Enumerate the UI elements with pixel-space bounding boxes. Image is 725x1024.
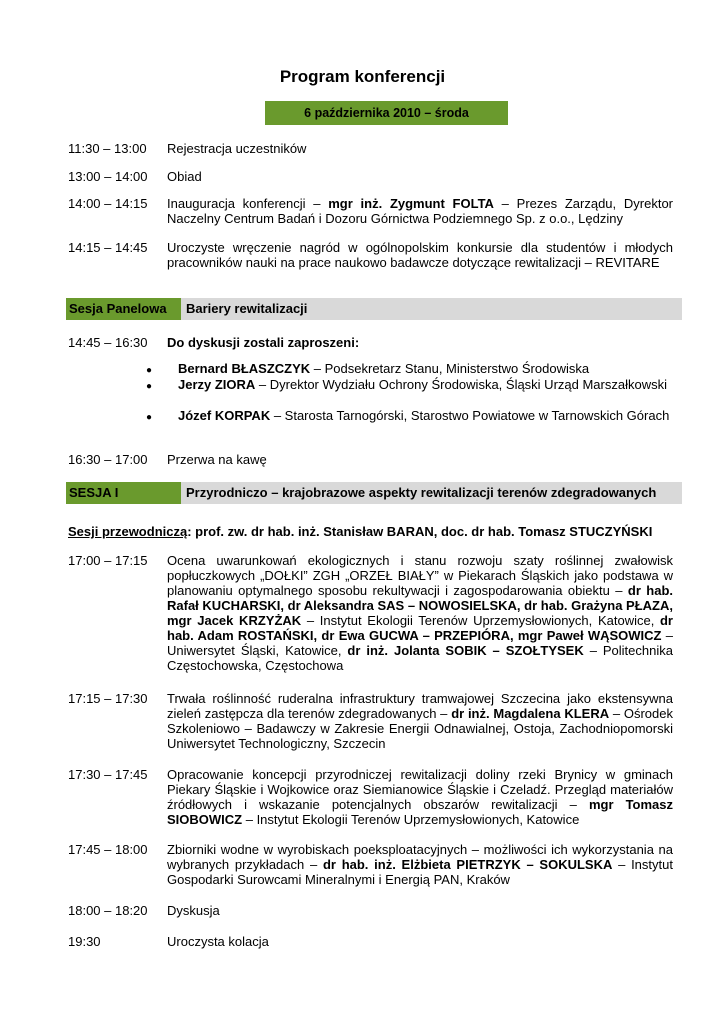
- desc-text: Zbiorniki wodne w wyrobiskach poeksploatacyjnych – możliwości ich wykorzystania na wybranych przykładach –: [167, 842, 673, 872]
- speaker-name: dr hab. inż. Elżbieta PIETRZYK – SOKULSKA: [322, 857, 613, 872]
- invitee-role: – Podsekretarz Stanu, Ministerstwo Środowiska: [310, 361, 590, 376]
- session-title: Przyrodniczo – krajobrazowe aspekty rewitalizacji terenów zdegradowanych: [186, 485, 657, 500]
- talk-description: Uroczysta kolacja: [167, 934, 269, 949]
- slot-description: Przerwa na kawę: [167, 452, 267, 467]
- time-slot: 14:00 – 14:15: [68, 196, 148, 211]
- slot-description: Uroczyste wręczenie nagród w ogólnopolskim konkursie dla studentów i młodych pracowników nauki na prace naukowo badawcze dotyczące rewitalizacji – REVITARE: [167, 240, 673, 270]
- bullet-icon: ●: [146, 365, 153, 376]
- page-title: Program konferencji: [279, 67, 446, 86]
- time-slot: 17:30 – 17:45: [68, 767, 148, 782]
- speaker-name: dr inż. Jolanta SOBIK – SZOŁTYSEK: [347, 643, 584, 658]
- desc-text: – Instytut Ekologii Terenów Uprzemysłowionych, Katowice: [242, 812, 580, 827]
- session-title: Bariery rewitalizacji: [186, 301, 308, 316]
- chairs-label: Sesji przewodniczą: [68, 524, 188, 539]
- invitee-name: Jerzy ZIORA: [178, 377, 256, 392]
- speaker-name: dr hab. Rafał KUCHARSKI, dr Aleksandra SAS – NOWOSIELSKA, dr hab. Grażyna PŁAZA, mgr Jacek KRZYŻAK: [167, 583, 673, 628]
- desc-text: Inauguracja konferencji –: [167, 196, 329, 211]
- talk-description: Dyskusja: [167, 903, 220, 918]
- bullet-icon: ●: [146, 381, 153, 392]
- desc-text: – Instytut Ekologii Terenów Uprzemysłowionych, Katowice,: [301, 613, 660, 628]
- speaker-name: dr inż. Magdalena KLERA: [451, 706, 610, 721]
- time-slot: 14:15 – 14:45: [68, 240, 148, 255]
- time-slot: 17:00 – 17:15: [68, 553, 148, 568]
- session-chairs: [68, 524, 678, 539]
- panel-session-band: [66, 298, 682, 320]
- session-tag: SESJA I: [66, 482, 181, 504]
- talk-description: [167, 691, 673, 751]
- talk-description: [167, 842, 673, 887]
- invitee-item: [178, 361, 673, 376]
- time-slot: 13:00 – 14:00: [68, 169, 148, 184]
- session-tag: Sesja Panelowa: [66, 298, 181, 320]
- invitee-name: Józef KORPAK: [178, 408, 271, 423]
- desc-text: Opracowanie koncepcji przyrodniczej rewitalizacji doliny rzeki Brynicy w gminach Piekary Śląskie i Wojkowice oraz Siemianowice Śląskie i Czeladź. Przegląd materiałów źródłowych i wskazanie potencjalnych obszarów rewitalizacji –: [167, 767, 673, 812]
- time-slot: 17:45 – 18:00: [68, 842, 148, 857]
- chairs-names: : prof. zw. dr hab. inż. Stanisław BARAN, doc. dr hab. Tomasz STUCZYŃSKI: [187, 524, 653, 539]
- date-banner: 6 października 2010 – środa: [265, 101, 508, 125]
- slot-description: [167, 196, 673, 226]
- speaker-name: mgr Tomasz SIOBOWICZ: [167, 797, 674, 827]
- talk-description: [167, 767, 673, 827]
- desc-text: – Politechnika Częstochowska, Częstochowa: [167, 643, 673, 673]
- time-slot: 14:45 – 16:30: [68, 335, 148, 350]
- time-slot: 16:30 – 17:00: [68, 452, 148, 467]
- desc-text: – Uniwersytet Śląski, Katowice,: [167, 628, 673, 658]
- time-slot: 11:30 – 13:00: [68, 141, 147, 156]
- invitee-role: – Starosta Tarnogórski, Starostwo Powiatowe w Tarnowskich Górach: [270, 408, 670, 423]
- invitee-name: Bernard BŁASZCZYK: [178, 361, 311, 376]
- desc-text: Trwała roślinność ruderalna infrastruktury tramwajowej Szczecina jako ekstensywna zieleń zastępcza dla terenów zdegradowanych –: [167, 691, 673, 721]
- time-slot: 18:00 – 18:20: [68, 903, 148, 918]
- time-slot: 19:30: [68, 934, 101, 949]
- invitee-item: [178, 377, 673, 392]
- bullet-icon: ●: [146, 412, 153, 423]
- desc-text: – Instytut Gospodarki Surowcami Mineralnymi i Energią PAN, Kraków: [167, 857, 673, 887]
- panel-heading: Do dyskusji zostali zaproszeni:: [167, 335, 360, 350]
- session-one-band: [66, 482, 682, 504]
- time-slot: 17:15 – 17:30: [68, 691, 148, 706]
- talk-description: [167, 553, 673, 673]
- speaker-name: dr hab. Adam ROSTAŃSKI, dr Ewa GUCWA – PRZEPIÓRA, mgr Paweł WĄSOWICZ: [167, 613, 673, 643]
- invitee-item: [178, 408, 673, 423]
- desc-text: – Ośrodek Szkoleniowo – Badawczy w Zakresie Energii Odnawialnej, Ostoja, Zachodniopomorski Uniwersytet Technologiczny, Szczecin: [167, 706, 673, 751]
- slot-description: Obiad: [167, 169, 202, 184]
- speaker-name: mgr inż. Zygmunt FOLTA: [328, 196, 494, 211]
- desc-text: Ocena uwarunkowań ekologicznych i stanu rozwoju szaty roślinnej zwałowisk popłuczkowych „DOŁKI” ZGH „ORZEŁ BIAŁY” w Piekarach Śląskich jako podstawa w planowaniu optymalnego sposobu rekultywacji i zagospodarowania obiektu –: [167, 553, 673, 598]
- desc-text: – Prezes Zarządu, Dyrektor Naczelny Centrum Badań i Dozoru Górnictwa Podziemnego Sp. z o.o., Lędziny: [167, 196, 673, 226]
- slot-description: Rejestracja uczestników: [167, 141, 307, 156]
- invitee-role: – Dyrektor Wydziału Ochrony Środowiska, Śląski Urząd Marszałkowski: [255, 377, 667, 392]
